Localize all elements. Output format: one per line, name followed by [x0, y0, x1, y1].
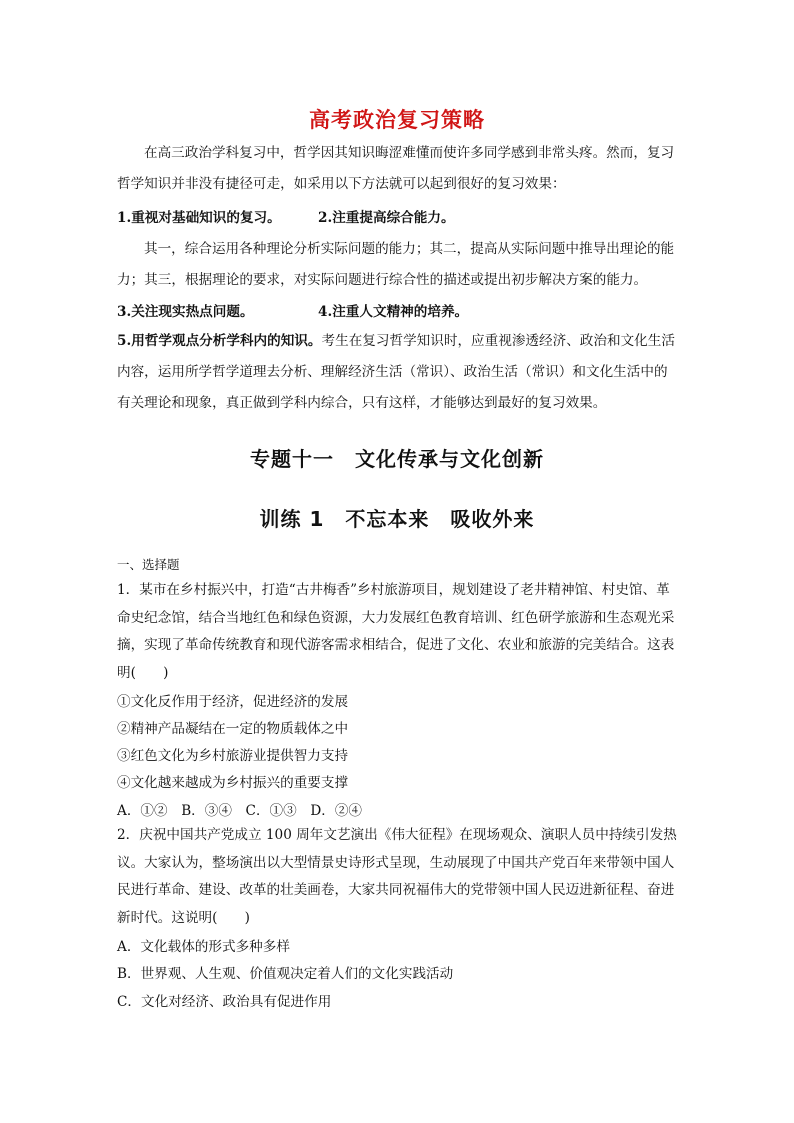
tip-2-text: 2.注重提高综合能力。	[318, 210, 455, 226]
tip-5-heading: 5.用哲学观点分析学科内的知识。	[117, 333, 322, 349]
intro-paragraph: 在高三政治学科复习中，哲学因其知识晦涩难懂而使许多同学感到非常头疼。然而，复习哲学知识并非没有捷径可走，如采用以下方法就可以起到很好的复习效果：	[117, 145, 675, 192]
question-2-choice: C．文化对经济、政治具有促进作用	[117, 994, 332, 1010]
tip-3	[117, 300, 254, 320]
tip-5-text: 考生在复习哲学知识时，应重视渗透经济、政治和文化生活内容，运用所学哲学道理去分析、理解经济生活（常识）、政治生活（常识）和文化生活中的有关理论和现象，真正做到学科内综合，只有这样，才能够达到最好的复习效果。	[117, 333, 675, 411]
question-type-label: 一、选择题	[117, 557, 180, 572]
question-1-item: ④文化越来越成为乡村振兴的重要支撑	[117, 775, 349, 791]
question-2-choice: B．世界观、人生观、价值观决定着人们的文化实践活动	[117, 966, 454, 982]
question-1-options: A．①② B．③④ C．①③ D．②④	[117, 803, 363, 819]
question-2-stem: 2．庆祝中国共产党成立 100 周年文艺演出《伟大征程》在现场观众、演职人员中持续引发热议。大家认为，整场演出以大型情景史诗形式呈现，生动展现了中国共产党百年来带领中国人民进行革命、建设、改革的壮美画卷，大家共同祝福伟大的党带领中国人民迈进新征程、奋进新时代。这说明( )	[117, 827, 677, 926]
tip-4-text: 4.注重人文精神的培养。	[318, 304, 469, 320]
ability-paragraph: 其一，综合运用各种理论分析实际问题的能力；其二，提高从实际问题中推导出理论的能力；其三，根据理论的要求，对实际问题进行综合性的描述或提出初步解决方案的能力。	[117, 241, 675, 288]
question-1-item: ②精神产品凝结在一定的物质载体之中	[117, 721, 349, 737]
question-2-choice: A．文化载体的形式多种多样	[117, 939, 290, 955]
tip-4	[318, 300, 468, 320]
question-1-item: ①文化反作用于经济，促进经济的发展	[117, 694, 349, 710]
page-title: 高考政治复习策略	[309, 108, 485, 132]
tip-1-text: 1.重视对基础知识的复习。	[117, 210, 281, 226]
tip-3-text: 3.关注现实热点问题。	[117, 304, 254, 320]
question-1-stem: 1．某市在乡村振兴中，打造“古井梅香”乡村旅游项目，规划建设了老井精神馆、村史馆、革命史纪念馆，结合当地红色和绿色资源，大力发展红色教育培训、红色研学旅游和生态观光采摘，实现了革命传统教育和现代游客需求相结合，促进了文化、农业和旅游的完美结合。这表明( )	[117, 582, 675, 681]
topic-heading: 专题十一 文化传承与文化创新	[250, 447, 544, 471]
training-heading: 训练 1 不忘本来 吸收外来	[259, 507, 535, 531]
question-1-item: ③红色文化为乡村旅游业提供智力支持	[117, 748, 349, 764]
tip-2	[318, 206, 455, 226]
tip-5-paragraph	[117, 326, 679, 419]
tip-1	[117, 206, 281, 226]
